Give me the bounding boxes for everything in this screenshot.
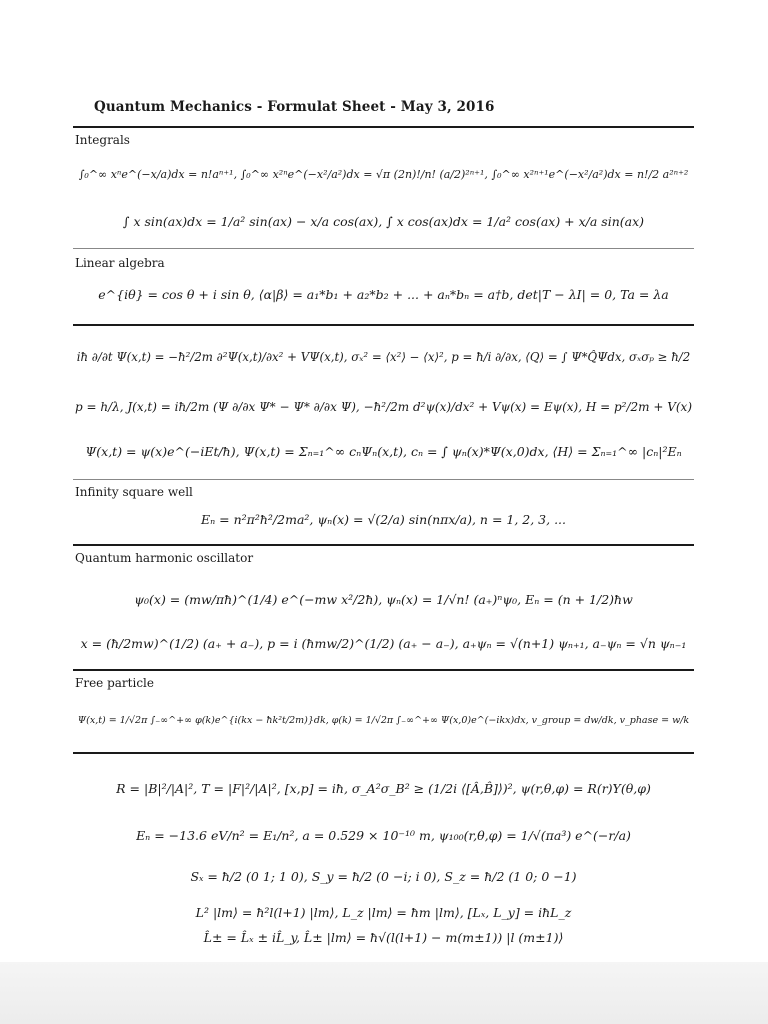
equation-current-hamiltonian: p = h/λ, J(x,t) = iħ/2m (Ψ ∂/∂x Ψ* − Ψ* ∂/∂x Ψ), −ħ²/2m d²ψ(x)/dx² + Vψ(x) = Eψ(x), H = p²/2m + V(x) xyxy=(74,400,693,414)
equation-expansion: Ψ(x,t) = ψ(x)e^(−iEt/ħ), Ψ(x,t) = Σₙ₌₁^∞ cₙΨₙ(x,t), cₙ = ∫ ψₙ(x)*Ψ(x,0)dx, ⟨H⟩ = Σₙ₌₁^∞ |cₙ|²Eₙ xyxy=(85,444,682,459)
equation-ho-ground-state: ψ₀(x) = (mw/πħ)^(1/4) e^(−mw x²/2ħ), ψₙ(x) = 1/√n! (a₊)ⁿψ₀, Eₙ = (n + 1/2)ħw xyxy=(134,592,633,607)
equation-linear-algebra: e^{iθ} = cos θ + i sin θ, ⟨α|β⟩ = a₁*b₁ + a₂*b₂ + ... + aₙ*bₙ = a†b, det|T − λI| = 0, Ta = λa xyxy=(98,287,669,302)
equation-integrals-2: ∫ x sin(ax)dx = 1/a² sin(ax) − x/a cos(ax), ∫ x cos(ax)dx = 1/a² cos(ax) + x/a sin(ax) xyxy=(122,214,645,229)
section-heading-integrals: Integrals xyxy=(75,133,130,147)
equation-infinite-well: Eₙ = n²π²ħ²/2ma², ψₙ(x) = √(2/a) sin(nπx/a), n = 1, 2, 3, ... xyxy=(200,512,567,527)
equation-schrodinger: iħ ∂/∂t Ψ(x,t) = −ħ²/2m ∂²Ψ(x,t)/∂x² + VΨ(x,t), σₓ² = ⟨x²⟩ − ⟨x⟩², p = ħ/i ∂/∂x, ⟨Q⟩ = ∫ Ψ*Q̂Ψdx, σₓσₚ ≥ ħ/2 xyxy=(76,350,691,364)
section-heading-infinite-well: Infinity square well xyxy=(75,485,193,499)
equation-scattering-uncertainty: R = |B|²/|A|², T = |F|²/|A|², [x,p] = iħ, σ_A²σ_B² ≥ (1/2i ⟨[Â,B̂]⟩)², ψ(r,θ,φ) = R(r)Y(θ,φ) xyxy=(116,781,651,796)
page-bottom-shadow xyxy=(0,962,768,1024)
section-divider xyxy=(73,544,694,546)
equation-ho-ladder: x = (ħ/2mw)^(1/2) (a₊ + a₋), p = i (ħmw/2)^(1/2) (a₊ − a₋), a₊ψₙ = √(n+1) ψₙ₊₁, a₋ψₙ = √n ψₙ₋₁ xyxy=(80,636,687,651)
section-divider xyxy=(73,752,694,754)
section-heading-linear-algebra: Linear algebra xyxy=(75,256,165,270)
section-divider xyxy=(73,479,694,480)
section-heading-harmonic-oscillator: Quantum harmonic oscillator xyxy=(75,551,254,565)
equation-hydrogen: Eₙ = −13.6 eV/n² = E₁/n², a = 0.529 × 10⁻¹⁰ m, ψ₁₀₀(r,θ,φ) = 1/√(πa³) e^(−r/a) xyxy=(136,828,631,843)
title-rule xyxy=(73,126,694,128)
section-divider xyxy=(73,324,694,326)
section-heading-free-particle: Free particle xyxy=(75,676,154,690)
equation-ladder-operators: L̂± = L̂ₓ ± iL̂_y, L̂± |lm⟩ = ħ√(l(l+1) − m(m±1)) |l (m±1)⟩ xyxy=(203,930,564,945)
equation-spin-matrices: Sₓ = ħ/2 (0 1; 1 0), S_y = ħ/2 (0 −i; i 0), S_z = ħ/2 (1 0; 0 −1) xyxy=(190,869,577,884)
section-divider xyxy=(73,669,694,671)
equation-angular-momentum: L² |lm⟩ = ħ²l(l+1) |lm⟩, L_z |lm⟩ = ħm |lm⟩, [Lₓ, L_y] = iħL_z xyxy=(195,905,572,920)
equation-free-particle: Ψ(x,t) = 1/√2π ∫₋∞^+∞ φ(k)e^{i(kx − ħk²t/2m)}dk, φ(k) = 1/√2π ∫₋∞^+∞ Ψ(x,0)e^(−ikx)dx, v_group = dw/dk, v_phase = w/k xyxy=(77,715,690,726)
equation-integrals-1: ∫₀^∞ xⁿe^(−x/a)dx = n!aⁿ⁺¹, ∫₀^∞ x²ⁿe^(−x²/a²)dx = √π (2n)!/n! (a/2)²ⁿ⁺¹, ∫₀^∞ x²ⁿ⁺¹e^(−x²/a²)dx = n!/2 a²ⁿ⁺² xyxy=(78,168,689,181)
page-title: Quantum Mechanics - Formulat Sheet - May 3, 2016 xyxy=(94,99,495,115)
section-divider xyxy=(73,248,694,249)
